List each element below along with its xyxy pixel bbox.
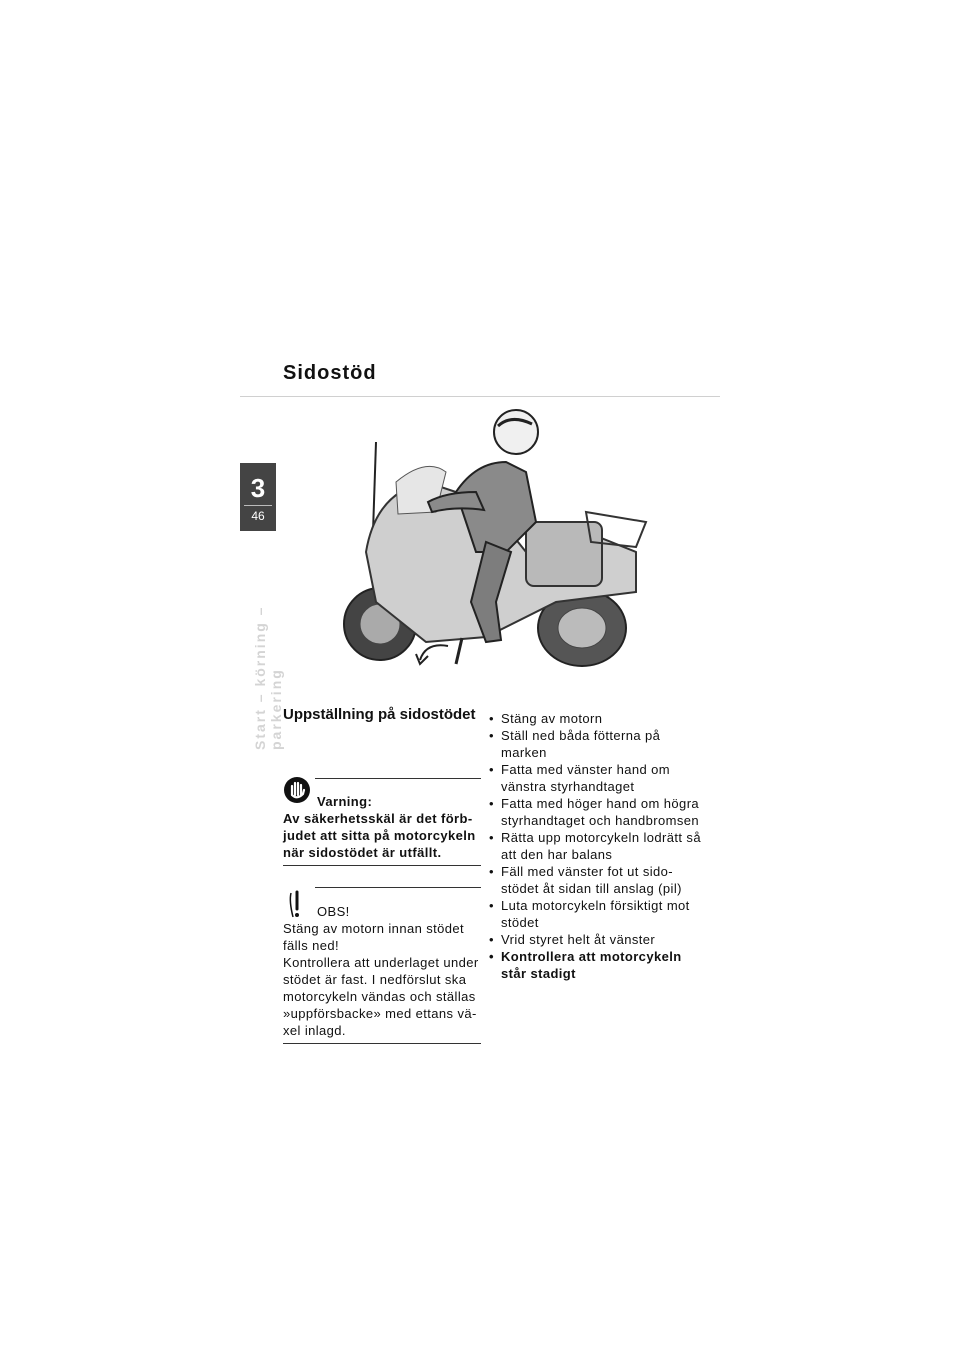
- note-line-7: xel inlagd.: [283, 1023, 346, 1038]
- list-item: • Stäng av motorn: [488, 710, 703, 727]
- list-item: • Fäll med vänster fot ut sido-stödet åt sidan till anslag (pil): [488, 863, 703, 897]
- warning-box: [283, 741, 481, 860]
- right-column: [488, 710, 703, 982]
- list-item: • Kontrollera att motorcykeln står stadigt: [488, 948, 703, 982]
- motorcycle-sidestand-illustration: [336, 402, 656, 672]
- chapter-tab: [240, 463, 276, 531]
- chapter-number: 3: [250, 473, 266, 503]
- warning-line-2: judet att sitta på motorcykeln: [283, 828, 476, 843]
- list-item: • Fatta med vänster hand om vänstra styrhandtaget: [488, 761, 703, 795]
- warning-label: Varning:: [317, 794, 373, 809]
- warning-bottom-rule: [283, 865, 481, 866]
- note-line-6: »uppförsbacke» med ettans vä-: [283, 1006, 477, 1021]
- note-line-2: fälls ned!: [283, 938, 340, 953]
- list-item: • Rätta upp motorcykeln lodrätt så att den har balans: [488, 829, 703, 863]
- note-top-rule: [315, 887, 481, 888]
- note-line-5: motorcykeln vändas och ställas: [283, 989, 476, 1004]
- note-box: [283, 875, 481, 1055]
- page-title: Sidostöd: [283, 362, 377, 384]
- left-column: [283, 706, 481, 1055]
- note-label: OBS!: [317, 904, 350, 919]
- note-line-1: Stäng av motorn innan stödet: [283, 921, 465, 936]
- note-bottom-rule: [283, 1043, 481, 1044]
- warning-line-1: Av säkerhetsskäl är det förb-: [283, 811, 473, 826]
- steps-list: [488, 710, 703, 982]
- list-item: • Luta motorcykeln försiktigt mot stödet: [488, 897, 703, 931]
- warning-line-3: när sidostödet är utfällt.: [283, 845, 442, 860]
- note-line-3: Kontrollera att underlaget under: [283, 955, 479, 970]
- note-line-4: stödet är fast. I nedförslut ska: [283, 972, 467, 987]
- warning-top-rule: [315, 778, 481, 779]
- list-item: • Ställ ned båda fötterna på marken: [488, 727, 703, 761]
- list-item: • Vrid styret helt åt vänster: [488, 931, 703, 948]
- chapter-tab-divider: [244, 505, 272, 506]
- title-divider: [240, 396, 720, 397]
- page-number: 46: [251, 509, 265, 523]
- side-chapter-label: Start – körning – parkering: [252, 605, 284, 750]
- list-item: • Fatta med höger hand om högra styrhandtaget och handbromsen: [488, 795, 703, 829]
- section-heading: Uppställning på sidostödet: [283, 706, 476, 723]
